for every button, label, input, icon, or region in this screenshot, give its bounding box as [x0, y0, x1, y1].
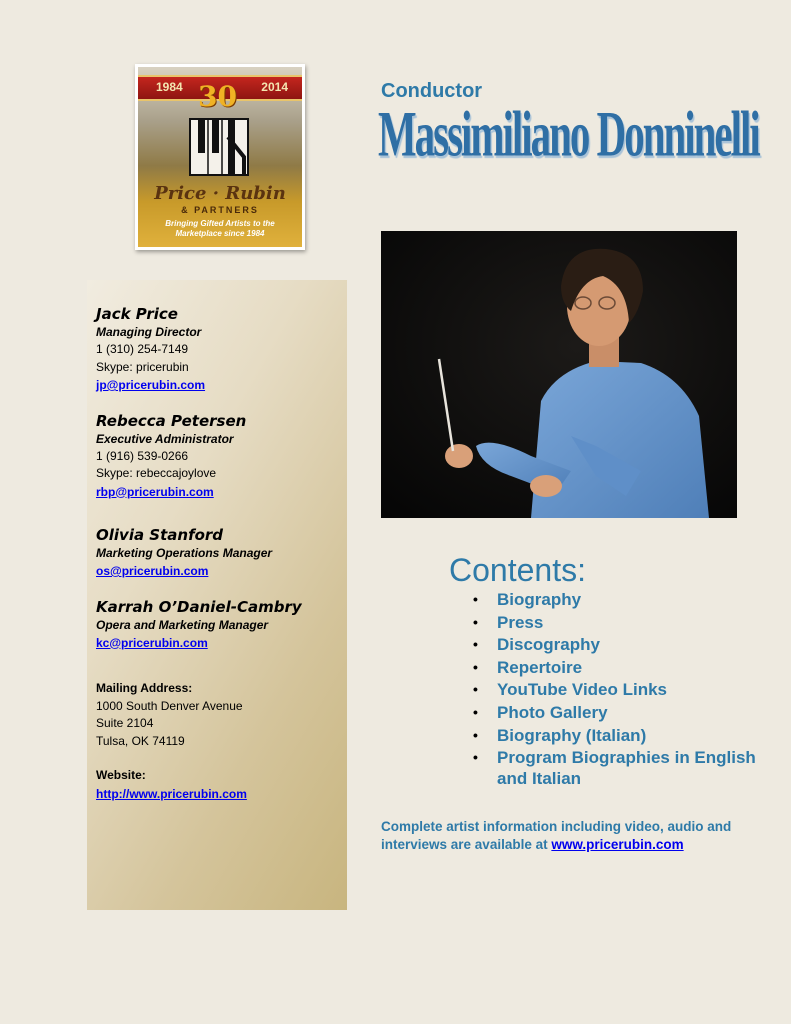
contents-title: Contents: [449, 552, 586, 588]
logo-banner [138, 75, 302, 113]
website-link[interactable]: http://www.pricerubin.com [96, 786, 247, 801]
logo-name: Price · Rubin [154, 183, 286, 204]
website-label: Website: [96, 768, 146, 782]
contents-item-label: Press [497, 612, 544, 632]
piano-keys-icon [188, 117, 250, 177]
contents-item-biography-italian[interactable] [471, 725, 771, 746]
note-website-link[interactable]: www.pricerubin.com [551, 836, 684, 852]
bullet-icon: • [473, 726, 478, 743]
mailing-address [96, 680, 341, 750]
contents-item-label: Biography (Italian) [497, 725, 647, 745]
contact-email-link[interactable]: kc@pricerubin.com [96, 635, 208, 650]
contact-name: Rebecca Petersen [96, 411, 247, 430]
artist-role: Conductor [381, 80, 483, 102]
contents-list [471, 589, 771, 791]
contents-item-biography[interactable] [471, 589, 771, 610]
contact-phone: 1 (916) 539-0266 [96, 448, 189, 463]
contents-item-label: Photo Gallery [497, 702, 608, 722]
website [96, 767, 341, 803]
artist-info-note [381, 818, 751, 853]
contents-item-label: Repertoire [497, 657, 583, 677]
mailing-address-line: 1000 South Denver Avenue [96, 698, 243, 713]
bullet-icon: • [473, 749, 478, 766]
contents-item-photo-gallery[interactable] [471, 702, 771, 723]
contents-item-discography[interactable] [471, 634, 771, 655]
contents-item-repertoire[interactable] [471, 657, 771, 678]
contact-title: Managing Director [96, 325, 202, 339]
contact-title: Marketing Operations Manager [96, 546, 273, 560]
contents-item-program-biographies[interactable] [471, 747, 771, 789]
note-text: Complete artist information including video, audio and interviews are available at [381, 819, 732, 852]
contact-title: Opera and Marketing Manager [96, 617, 269, 632]
contact-name: Karrah O’Daniel-Cambry [96, 597, 302, 616]
contents-item-label: YouTube Video Links [497, 680, 668, 700]
logo-year-start: 1984 [156, 80, 183, 94]
contact-email-link[interactable]: os@pricerubin.com [96, 564, 209, 578]
mailing-address-label: Mailing Address: [96, 681, 193, 695]
contact-jack-price [96, 304, 341, 395]
contact-phone: 1 (310) 254-7149 [96, 342, 189, 356]
logo-partners: & PARTNERS [181, 205, 259, 215]
contents-item-label: Biography [497, 590, 582, 609]
contents-item-label: Program Biographies in English and Italian [497, 748, 756, 789]
contact-email-link[interactable]: rbp@pricerubin.com [96, 484, 214, 499]
bullet-icon: • [473, 591, 478, 607]
contact-skype: Skype: rebeccajoylove [96, 466, 217, 480]
contact-list [96, 304, 341, 803]
artist-photo [381, 231, 737, 518]
bullet-icon: • [473, 681, 478, 698]
mailing-address-line: Suite 2104 [96, 716, 154, 730]
company-logo [135, 64, 305, 250]
contact-email-link[interactable]: jp@pricerubin.com [96, 378, 206, 392]
contents-item-label: Discography [497, 635, 600, 655]
bullet-icon: • [473, 636, 478, 653]
conductor-photo-icon [381, 231, 737, 518]
logo-tagline: Bringing Gifted Artists to the Marketplace since 1984 [165, 219, 275, 238]
mailing-address-line: Tulsa, OK 74119 [96, 733, 185, 748]
artist-name: Massimiliano Donninelli [378, 99, 759, 171]
bullet-icon: • [473, 658, 478, 675]
contact-olivia-stanford [96, 525, 341, 581]
contact-rebecca-petersen [96, 411, 341, 502]
bullet-icon: • [473, 703, 478, 720]
logo-year-end: 2014 [261, 80, 288, 94]
contents-item-press[interactable] [471, 612, 771, 633]
bullet-icon: • [473, 613, 478, 630]
logo-anniversary: 30 [198, 80, 237, 113]
contact-karrah-odaniel-cambry [96, 597, 341, 653]
contact-title: Executive Administrator [96, 431, 234, 446]
contact-name: Jack Price [96, 305, 178, 323]
contents-item-youtube-video-links[interactable] [471, 679, 771, 700]
contact-skype: Skype: pricerubin [96, 359, 189, 374]
contact-name: Olivia Stanford [96, 526, 224, 544]
